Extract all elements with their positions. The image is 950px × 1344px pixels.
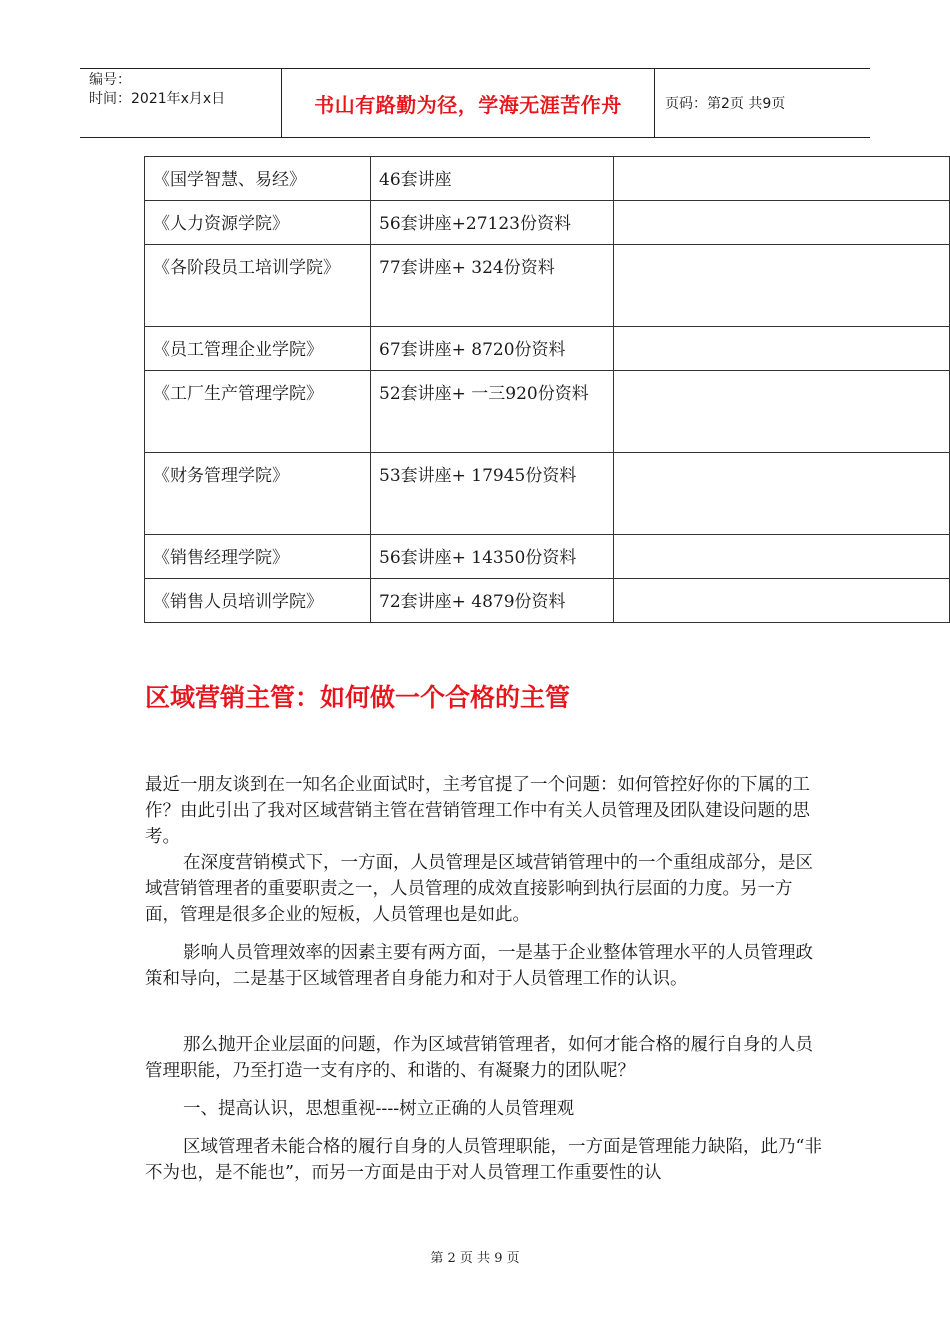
table-cell-name: 《财务管理学院》: [145, 453, 371, 535]
table-cell-name: 《人力资源学院》: [145, 201, 371, 245]
paragraph-1: 最近一朋友谈到在一知名企业面试时，主考官提了一个问题：如何管控好你的下属的工作？由此引出了我对区域营销主管在营销管理工作中有关人员管理及团队建设问题的思考。: [145, 775, 810, 847]
table-cell-name: 《各阶段员工培训学院》: [145, 245, 371, 327]
table-cell-content: 56套讲座+ 14350份资料: [371, 535, 614, 579]
table-cell-content: 52套讲座+ 一三920份资料: [371, 371, 614, 453]
paragraph-gap: [145, 992, 825, 1032]
header-motto-cell: [282, 69, 655, 137]
table-row: [145, 245, 950, 327]
table-row: [145, 201, 950, 245]
paragraph-gap: [145, 928, 825, 940]
table-row: [145, 535, 950, 579]
lecture-table: [144, 156, 950, 623]
section-heading: 一、提高认识，思想重视----树立正确的人员管理观: [183, 1099, 575, 1119]
paragraph-3: 影响人员管理效率的因素主要有两方面，一是基于企业整体管理水平的人员管理政策和导向，二是基于区域管理者自身能力和对于人员管理工作的认识。: [145, 943, 813, 989]
table-row: [145, 327, 950, 371]
table-cell-extra: [614, 371, 950, 453]
table-cell-name: 《销售人员培训学院》: [145, 579, 371, 623]
table-row: [145, 453, 950, 535]
header-page-info: 页码：第2页 共9页: [665, 96, 786, 112]
table-cell-content: 67套讲座+ 8720份资料: [371, 327, 614, 371]
header-page-info-cell: [655, 69, 870, 137]
header-meta: [80, 69, 282, 137]
table-cell-name: 《销售经理学院》: [145, 535, 371, 579]
paragraph-2: 在深度营销模式下，一方面，人员管理是区域营销管理中的一个重组成部分，是区域营销管理者的重要职责之一，人员管理的成效直接影响到执行层面的力度。另一方面，管理是很多企业的短板，人员管理也是如此。: [145, 853, 813, 925]
table-cell-content: 53套讲座+ 17945份资料: [371, 453, 614, 535]
table-cell-extra: [614, 201, 950, 245]
table-cell-content: 72套讲座+ 4879份资料: [371, 579, 614, 623]
doc-time-label: 时间：2021年x月x日: [89, 91, 226, 107]
table-cell-extra: [614, 535, 950, 579]
table-row: [145, 371, 950, 453]
doc-number-label: 编号：: [89, 72, 131, 88]
table-cell-extra: [614, 245, 950, 327]
table-cell-name: 《工厂生产管理学院》: [145, 371, 371, 453]
page-footer: 第 2 页 共 9 页: [430, 1251, 520, 1266]
table-cell-name: 《国学智慧、易经》: [145, 157, 371, 201]
table-row: [145, 579, 950, 623]
article-title: 区域营销主管：如何做一个合格的主管: [145, 683, 571, 712]
table-cell-content: 56套讲座+27123份资料: [371, 201, 614, 245]
article-body: [145, 772, 825, 1186]
table-cell-content: 46套讲座: [371, 157, 614, 201]
paragraph-4: 那么抛开企业层面的问题，作为区域营销管理者，如何才能合格的履行自身的人员管理职能，乃至打造一支有序的、和谐的、有凝聚力的团队呢？: [145, 1035, 813, 1081]
table-cell-name: 《员工管理企业学院》: [145, 327, 371, 371]
table-cell-extra: [614, 157, 950, 201]
table-cell-extra: [614, 327, 950, 371]
table-cell-content: 77套讲座+ 324份资料: [371, 245, 614, 327]
paragraph-6: 区域管理者未能合格的履行自身的人员管理职能，一方面是管理能力缺陷，此乃“非不为也，是不能也”，而另一方面是由于对人员管理工作重要性的认: [145, 1137, 822, 1183]
table-cell-extra: [614, 579, 950, 623]
page-header: [80, 68, 870, 138]
table-row: [145, 157, 950, 201]
header-motto: 书山有路勤为径，学海无涯苦作舟: [314, 92, 622, 117]
table-cell-extra: [614, 453, 950, 535]
paragraph-gap: [145, 1122, 825, 1134]
paragraph-gap: [145, 1084, 825, 1096]
